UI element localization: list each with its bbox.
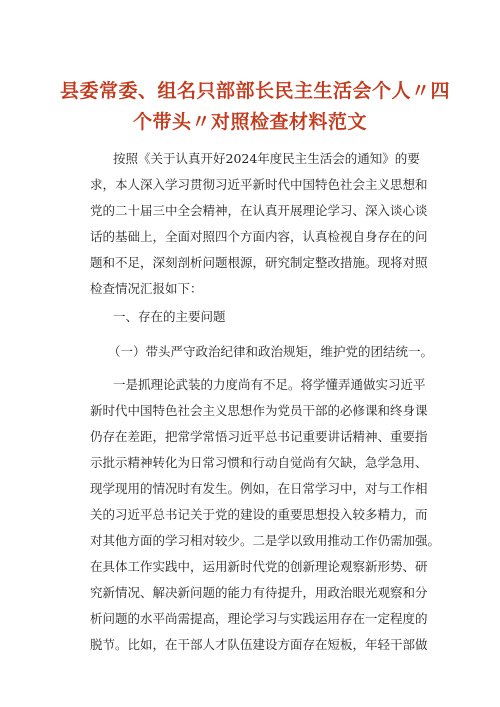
subsection-heading: （一）带头严守政治纪律和政治规矩，维护党的团结统一。 (108, 344, 434, 359)
intro-line: 检查情况汇报如下： (90, 281, 203, 296)
intro-line: 按照《关于认真开好2024年度民主生活会的通知》的要 (113, 151, 420, 166)
body-line: 在具体工作实践中，运用新时代党的创新理论观察新形势、研 (90, 559, 428, 574)
intro-line: 党的二十届三中全会精神，在认真开展理论学习、深入谈心谈 (90, 203, 428, 218)
document-title-line-1: 县委常委、组名只部部长民主生活会个人〃四 (60, 80, 451, 102)
body-line: 新时代中国特色社会主义思想作为党员干部的必修课和终身课 (90, 403, 428, 418)
body-line: 仍存在差距，把常学常悟习近平总书记重要讲话精神、重要指 (90, 429, 428, 444)
body-line: 对其他方面的学习相对较少。二是学以致用推动工作仍需加强。 (90, 533, 441, 548)
body-line: 究新情况、解决新问题的能力有待提升，用政治眼光观察和分 (90, 585, 428, 600)
document-title-line-2: 个带头〃对照检查材料范文 (132, 111, 367, 133)
section-heading: 一、存在的主要问题 (113, 309, 226, 324)
body-line: 关的习近平总书记关于党的建设的重要思想投入较多精力，而 (90, 507, 428, 522)
intro-line: 题和不足，深刻剖析问题根源，研究制定整改措施。现将对照 (90, 255, 428, 270)
body-line: 析问题的水平尚需提高，理论学习与实践运用存在一定程度的 (90, 611, 428, 626)
body-line: 示批示精神转化为日常习惯和行动自觉尚有欠缺，急学急用、 (90, 455, 428, 470)
body-line: 现学现用的情况时有发生。例如，在日常学习中，对与工作相 (90, 481, 428, 496)
body-line: 脱节。比如，在干部人才队伍建设方面存在短板，年轻干部做 (90, 637, 428, 652)
body-line: 一是抓理论武装的力度尚有不足。将学懂弄通做实习近平 (113, 377, 426, 392)
intro-line: 话的基础上，全面对照四个方面内容，认真检视自身存在的问 (90, 229, 428, 244)
intro-line: 求，本人深入学习贯彻习近平新时代中国特色社会主义思想和 (90, 177, 428, 192)
